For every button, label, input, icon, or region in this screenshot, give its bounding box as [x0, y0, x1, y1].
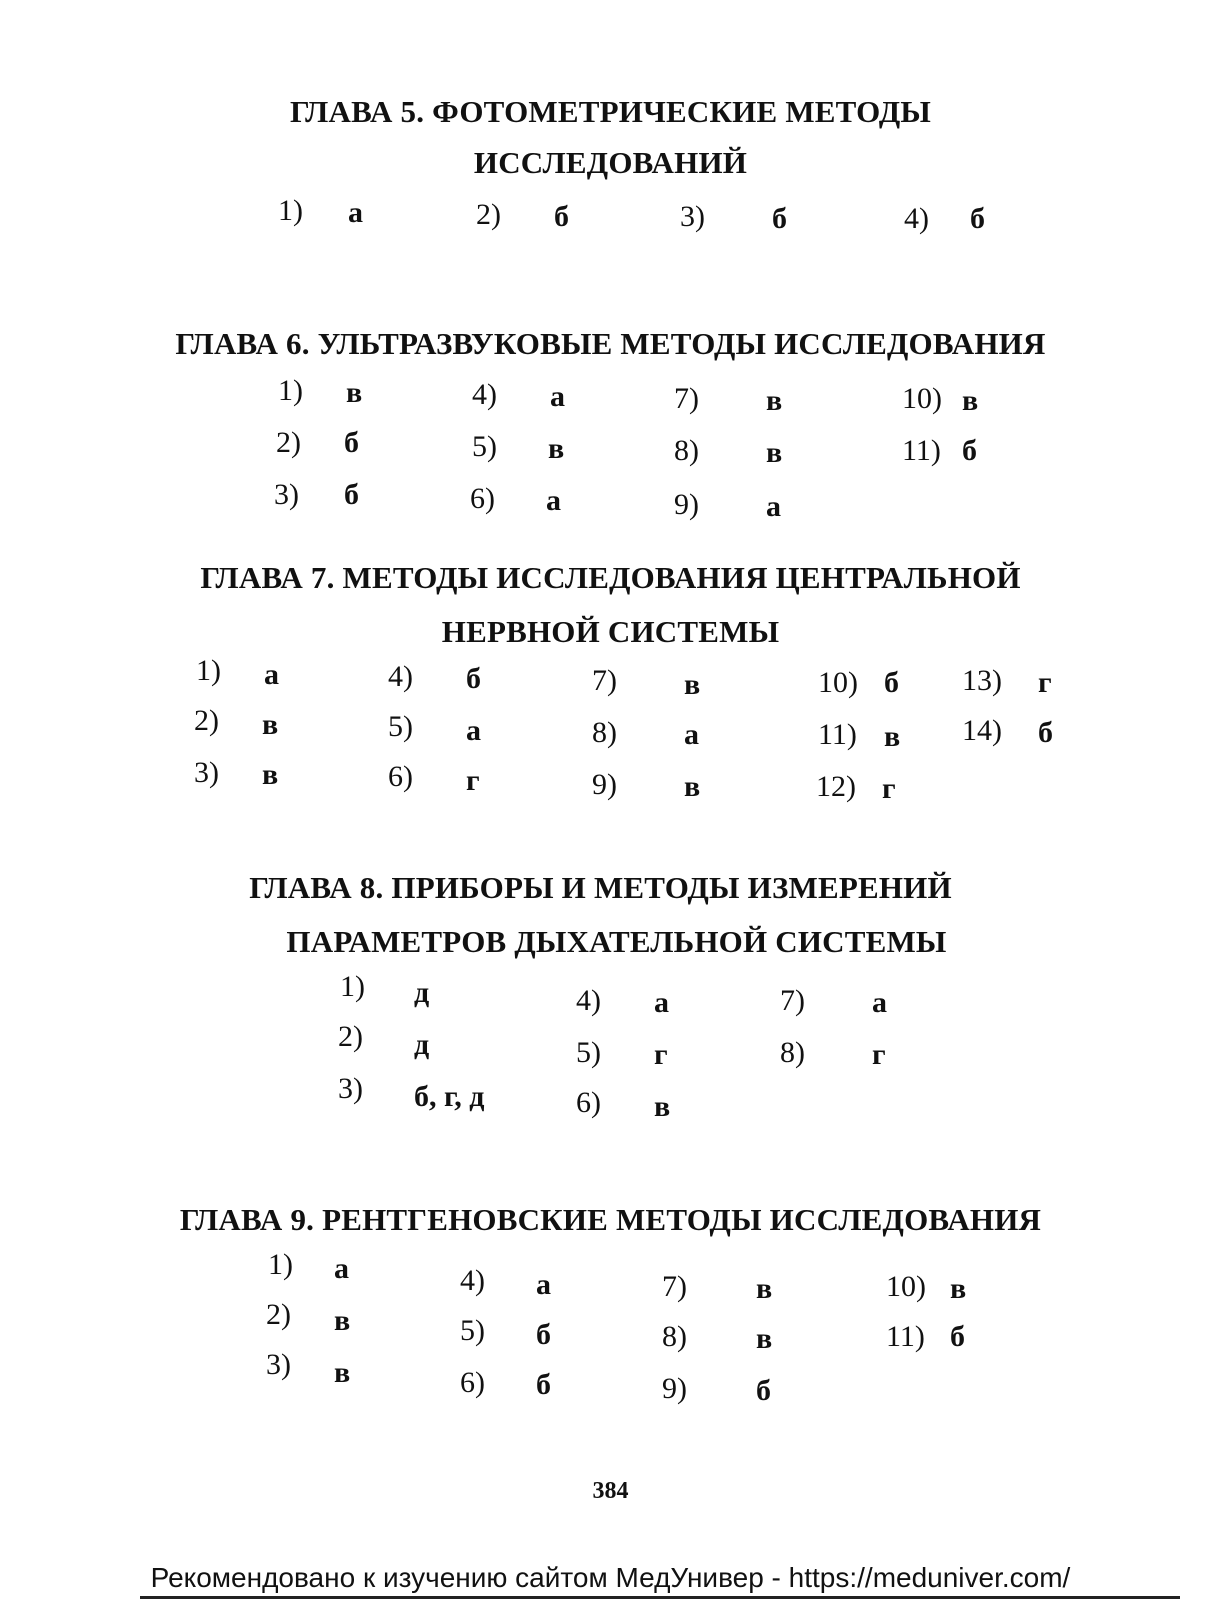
chapter-7-title-line-1: ГЛАВА 7. МЕТОДЫ ИССЛЕДОВАНИЯ ЦЕНТРАЛЬНОЙ — [200, 560, 1021, 595]
answer-value: а — [348, 196, 363, 229]
answer-value: в — [962, 384, 979, 417]
answer-number: 9) — [592, 768, 617, 801]
answer-number: 5) — [472, 430, 497, 463]
answer-value: в — [262, 708, 279, 741]
chapter-5-title-line-2: ИССЛЕДОВАНИЙ — [473, 145, 748, 180]
answer-value: б — [344, 478, 359, 511]
answer-value: в — [950, 1272, 967, 1305]
answer-value: в — [684, 770, 701, 803]
answer-number: 3) — [680, 200, 705, 233]
answer-value: б — [466, 662, 481, 695]
chapter-5-title-line-1: ГЛАВА 5. ФОТОМЕТРИЧЕСКИЕ МЕТОДЫ — [289, 94, 932, 129]
answer-number: 1) — [268, 1248, 293, 1281]
answer-number: 11) — [902, 434, 941, 467]
answer-number: 8) — [780, 1036, 805, 1069]
answer-value: б — [536, 1318, 551, 1351]
answer-number: 7) — [780, 984, 805, 1017]
answer-number: 6) — [470, 482, 495, 515]
answer-value: б — [772, 202, 787, 235]
answer-value: б — [756, 1374, 771, 1407]
answer-number: 11) — [818, 718, 857, 751]
answer-number: 2) — [194, 704, 219, 737]
footer-divider — [140, 1596, 1180, 1599]
answer-number: 5) — [460, 1314, 485, 1347]
answer-value: а — [264, 658, 279, 691]
answer-value: в — [334, 1356, 351, 1389]
answer-number: 2) — [276, 426, 301, 459]
answer-number: 7) — [592, 664, 617, 697]
answer-value: б — [536, 1368, 551, 1401]
answer-number: 4) — [472, 378, 497, 411]
answer-number: 12) — [816, 770, 856, 803]
answer-value: в — [684, 668, 701, 701]
answer-value: б — [884, 666, 899, 699]
answer-value: б — [970, 202, 985, 235]
answer-number: 13) — [962, 664, 1002, 697]
answer-value: а — [684, 718, 699, 751]
chapter-8-title-line-1: ГЛАВА 8. ПРИБОРЫ И МЕТОДЫ ИЗМЕРЕНИЙ — [249, 870, 952, 905]
answer-number: 10) — [886, 1270, 926, 1303]
answer-value: в — [766, 384, 783, 417]
answer-value: г — [872, 1038, 886, 1071]
answer-number: 4) — [388, 660, 413, 693]
answer-value: а — [766, 490, 781, 523]
answer-number: 9) — [674, 488, 699, 521]
answer-number: 6) — [388, 760, 413, 793]
answer-number: 7) — [674, 382, 699, 415]
answer-value: г — [882, 772, 896, 805]
answer-number: 2) — [266, 1298, 291, 1331]
answer-value: б — [344, 426, 359, 459]
chapter-6-title: ГЛАВА 6. УЛЬТРАЗВУКОВЫЕ МЕТОДЫ ИССЛЕДОВАНИЯ — [175, 326, 1046, 361]
answer-number: 1) — [278, 194, 303, 227]
answer-value: а — [536, 1268, 551, 1301]
answer-value: д — [414, 1028, 430, 1061]
answer-number: 11) — [886, 1320, 925, 1353]
answer-value: в — [766, 436, 783, 469]
chapter-9-title: ГЛАВА 9. РЕНТГЕНОВСКИЕ МЕТОДЫ ИССЛЕДОВАНИЯ — [179, 1202, 1042, 1237]
answer-number: 14) — [962, 714, 1002, 747]
answer-number: 3) — [338, 1072, 363, 1105]
answer-number: 4) — [904, 202, 929, 235]
answer-value: б, г, д — [414, 1080, 485, 1113]
answer-number: 3) — [266, 1348, 291, 1381]
answer-value: в — [262, 758, 279, 791]
answer-number: 1) — [278, 374, 303, 407]
chapter-7-title-line-2: НЕРВНОЙ СИСТЕМЫ — [441, 614, 780, 649]
answer-number: 7) — [662, 1270, 687, 1303]
answer-number: 10) — [902, 382, 942, 415]
answer-number: 1) — [196, 654, 221, 687]
answer-number: 2) — [338, 1020, 363, 1053]
answer-number: 8) — [674, 434, 699, 467]
answer-number: 5) — [576, 1036, 601, 1069]
answer-value: в — [756, 1322, 773, 1355]
answer-number: 6) — [576, 1086, 601, 1119]
answer-value: б — [1038, 716, 1053, 749]
answer-number: 3) — [194, 756, 219, 789]
answer-number: 10) — [818, 666, 858, 699]
footer-recommendation: Рекомендовано к изучению сайтом МедУнивер - https://meduniver.com/ — [150, 1562, 1071, 1593]
answer-number: 4) — [576, 984, 601, 1017]
answer-value: д — [414, 976, 430, 1009]
answer-number: 1) — [340, 970, 365, 1003]
answer-value: а — [872, 986, 887, 1019]
answer-value: а — [550, 380, 565, 413]
answer-value: б — [554, 200, 569, 233]
answer-number: 5) — [388, 710, 413, 743]
answer-number: 4) — [460, 1264, 485, 1297]
answer-value: в — [548, 432, 565, 465]
answer-number: 8) — [662, 1320, 687, 1353]
answer-number: 2) — [476, 198, 501, 231]
answer-number: 8) — [592, 716, 617, 749]
answer-value: в — [654, 1090, 671, 1123]
answer-value: а — [334, 1252, 349, 1285]
answer-value: г — [1038, 666, 1052, 699]
answer-number: 3) — [274, 478, 299, 511]
answer-value: а — [654, 986, 669, 1019]
chapter-8-title-line-2: ПАРАМЕТРОВ ДЫХАТЕЛЬНОЙ СИСТЕМЫ — [286, 924, 947, 959]
answer-value: г — [466, 764, 480, 797]
answer-value: в — [884, 720, 901, 753]
answer-value: в — [756, 1272, 773, 1305]
page-number: 384 — [592, 1478, 629, 1504]
answer-value: г — [654, 1038, 668, 1071]
answer-value: б — [962, 434, 977, 467]
answer-value: в — [334, 1304, 351, 1337]
answer-value: а — [546, 484, 561, 517]
answer-value: в — [346, 376, 363, 409]
answer-value: б — [950, 1320, 965, 1353]
answer-number: 6) — [460, 1366, 485, 1399]
answer-number: 9) — [662, 1372, 687, 1405]
answer-value: а — [466, 714, 481, 747]
